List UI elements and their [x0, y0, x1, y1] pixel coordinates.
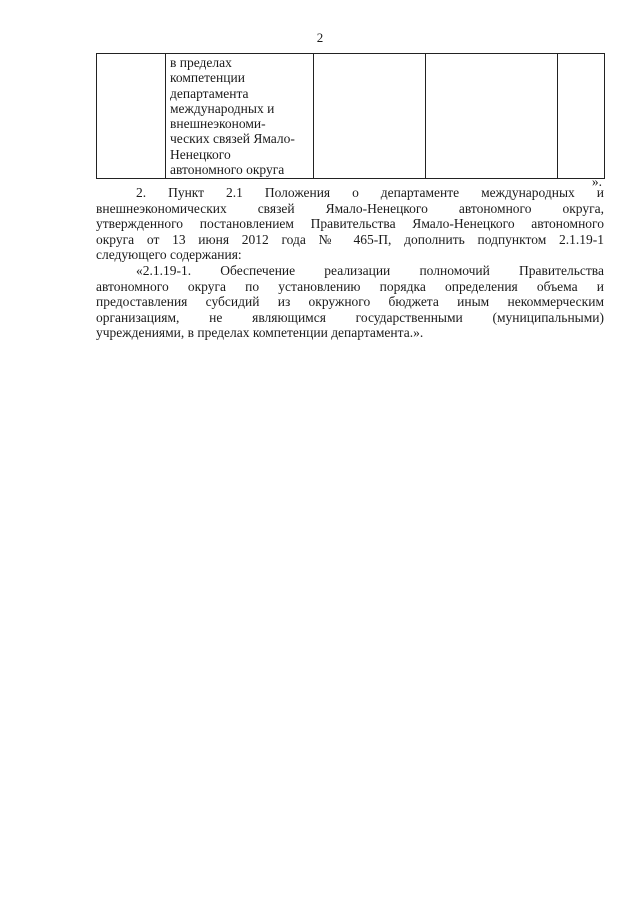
paragraph-line: внешнеэкономических связей Ямало-Ненецкого автономного округа, [96, 200, 604, 216]
table-cell-1 [97, 54, 166, 179]
cell-line: внешнеэкономи- [170, 116, 266, 132]
paragraph-line: предоставления субсидий из окружного бюджета иным некоммерческим [96, 294, 604, 310]
paragraph-line: утвержденного постановлением Правительства Ямало-Ненецкого автономного [96, 216, 604, 232]
paragraph-line: округа от 13 июня 2012 года № 465-П, дополнить подпунктом 2.1.19-1 [96, 231, 604, 247]
table-row [97, 54, 605, 179]
paragraph-line: «2.1.19-1. Обеспечение реализации полномочий Правительства [136, 262, 604, 278]
paragraph-line: автономного округа по установлению порядка определения объема и [96, 278, 604, 294]
table-cell-3 [314, 54, 426, 179]
paragraph-line: 2. Пункт 2.1 Положения о департаменте международных и [136, 185, 604, 200]
cell-line: международных и [170, 100, 275, 116]
paragraph-line: организациям, не являющимся государственными (муниципальными) [96, 309, 604, 325]
cell-line: компетенции [170, 70, 245, 86]
paragraph-line: учреждениями, в пределах компетенции департамента.». [96, 325, 424, 341]
paragraph-new-subclause [96, 263, 604, 341]
cell-line: в пределах [170, 55, 232, 70]
cell-line: автономного округа [170, 162, 285, 178]
cell-line: департамента [170, 85, 249, 101]
cell-line: ческих связей Ямало- [170, 131, 295, 147]
table-cell-5 [558, 54, 605, 179]
paragraph-line: следующего содержания: [96, 247, 242, 263]
document-body [96, 185, 604, 341]
continued-table [96, 53, 605, 179]
cell-line: Ненецкого [170, 146, 231, 162]
page-number: 2 [316, 30, 324, 45]
table-closing-quote: ». [591, 174, 602, 189]
table-cell-2 [166, 54, 314, 179]
paragraph-amendment [96, 185, 604, 263]
table-cell-4 [426, 54, 558, 179]
